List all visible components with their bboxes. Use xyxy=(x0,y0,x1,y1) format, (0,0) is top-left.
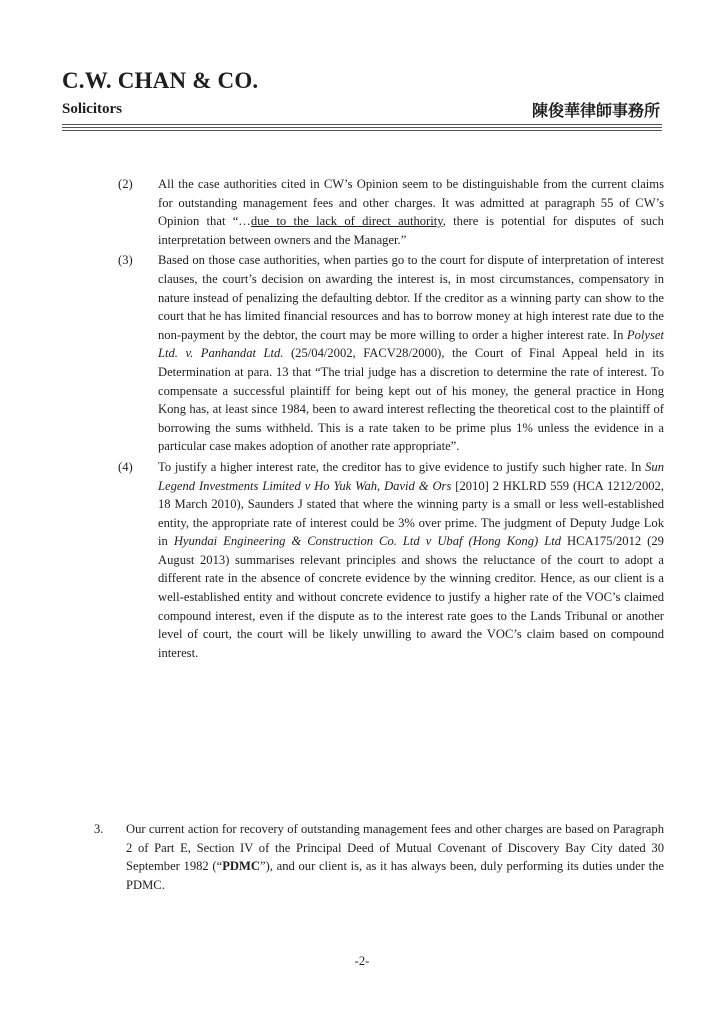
text-segment: ”), and our client is, as it has always been, duly performing its duties under the PDMC. xyxy=(126,859,665,892)
paragraph-text xyxy=(158,458,664,663)
text-segment: [2010] 2 HKLRD 559 (HCA 1212/2002, 18 March 2010), Saunders J stated that where the winning party is a small or less well-established entity, the appropriate rate of interest could be 3% over prime. The judgment of Deputy Judge Lok in xyxy=(158,478,664,549)
paragraph-number: (3) xyxy=(118,253,133,268)
paragraph-text xyxy=(158,251,664,456)
main-paragraph-3 xyxy=(94,820,664,894)
text-segment: All the case authorities cited in CW’s Opinion seem to be distinguishable from the current claims for outstanding management fees and other charges. It was admitted at paragraph 55 of CW’s Opinion that “… xyxy=(158,177,664,229)
case-name: Polyset Ltd. v. Panhandat Ltd. xyxy=(158,327,664,361)
firm-chinese-name: 陳俊華律師事務所 xyxy=(531,101,660,120)
text-segment: , there is potential for disputes of such interpretation between owners and the Manager.” xyxy=(158,214,664,247)
defined-term: PDMC xyxy=(222,859,260,874)
firm-subtitle: Solicitors xyxy=(62,101,122,117)
text-segment: (25/04/2002, FACV28/2000), the Court of Final Appeal held in its Determination at para. 13 that “The trial judge has a discretion to determine the rate of interest. To compensate a successful plaintiff for being kept out of his money, the general practice in Hong Kong has, at least since 1984, been to award interest reflecting the theoretical cost to the plaintiff of borrowing the sums withheld. This is a rate taken to be prime plus 1% unless the evidence in a particular case makes adoption of another rate appropriate”. xyxy=(158,346,664,454)
text-segment: Based on those case authorities, when parties go to the court for dispute of interpretation of interest clauses, the court’s decision on awarding the interest is, in most circumstances, compensatory in nature instead of penalizing the defaulting debtor. If the creditor as a winning party can show to the court that he has limited financial resources and has to borrow money at high interest rate due to the non-payment by the debtor, the court may be more willing to order a higher interest rate. In xyxy=(158,253,664,342)
sub-paragraph-4 xyxy=(94,458,664,663)
text-segment: HCA175/2012 (29 August 2013) summarises relevant principles and shows the reluctance of the court to adopt a different rate in the absence of concrete evidence by the winning creditor. Hence, as our client is a well-established entity and without concrete evidence to justify a higher rate of the VOC’s claimed compound interest, even if the dispute as to the interest rate goes to the Lands Tribunal or another level of court, the court will be likely unwilling to award the VOC’s claim based on compound interest. xyxy=(158,534,664,660)
header-rule xyxy=(62,130,662,131)
paragraph-text xyxy=(158,175,664,249)
paragraph-number: (4) xyxy=(118,459,133,474)
firm-name: C.W. CHAN & CO. xyxy=(62,68,259,93)
paragraph-number: (2) xyxy=(118,177,133,191)
paragraph-number: 3. xyxy=(94,822,104,836)
header-rule xyxy=(62,127,662,128)
header-rule xyxy=(62,124,662,125)
text-segment: Our current action for recovery of outstanding management fees and other charges are based on Paragraph 2 of Part E, Section IV of the Principal Deed of Mutual Covenant of Discovery Bay City dated 30 September 1982 (“ xyxy=(126,822,664,874)
text-segment: To justify a higher interest rate, the creditor has to give evidence to justify such higher rate. In xyxy=(158,459,646,474)
sub-paragraph-3 xyxy=(94,251,664,456)
main-paragraph-container xyxy=(94,820,664,894)
paragraph-text xyxy=(126,820,664,894)
case-name: Hyundai Engineering & Construction Co. Ltd v Ubaf (Hong Kong) Ltd xyxy=(173,534,561,549)
underlined-quote: due to the lack of direct authority xyxy=(250,214,443,229)
page-number: -2- xyxy=(354,954,370,968)
case-name: Sun Legend Investments Limited v Ho Yuk Wah, David & Ors xyxy=(158,459,664,493)
sub-paragraph-2 xyxy=(94,175,664,249)
document-body xyxy=(94,175,664,664)
